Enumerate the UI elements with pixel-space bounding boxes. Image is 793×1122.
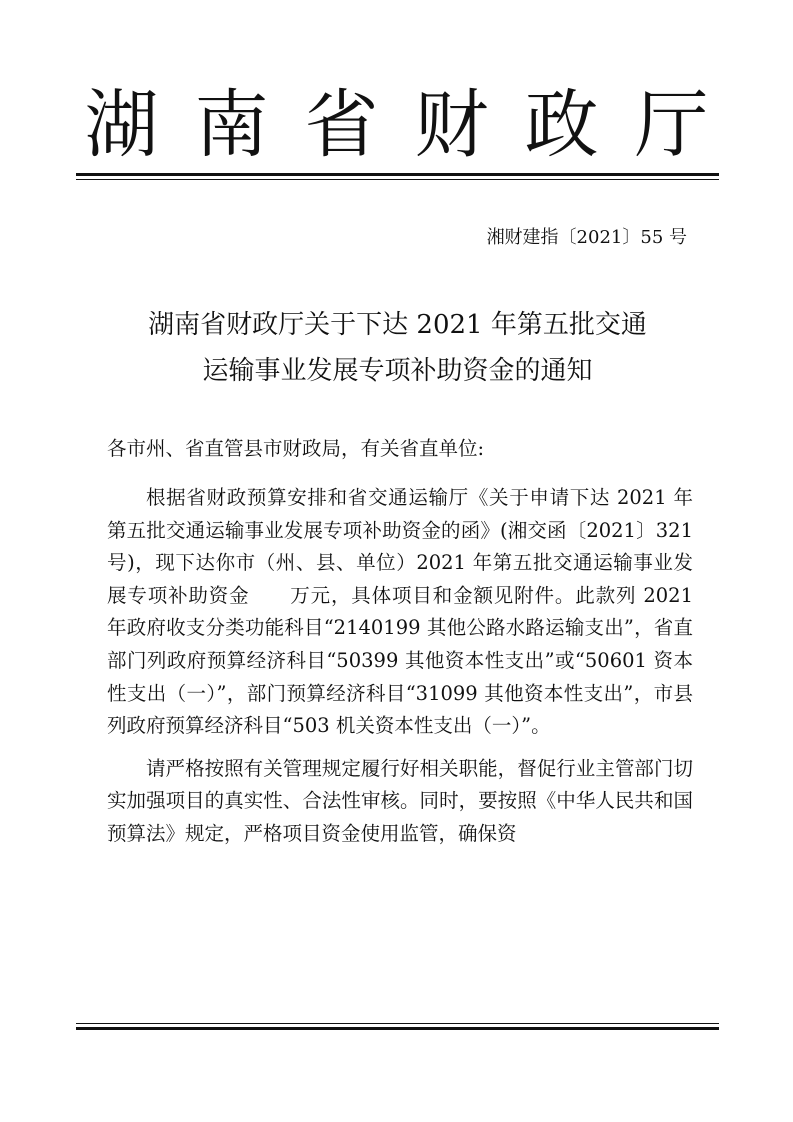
document-body xyxy=(107,482,693,851)
masthead-title: 湖南省财政厅 xyxy=(84,82,745,168)
recipient-line: 各市州、省直管县市财政局，有关省直单位: xyxy=(107,437,485,460)
masthead xyxy=(0,70,793,180)
masthead-rule-thick xyxy=(76,173,719,176)
document-number: 湘财建指〔2021〕55 号 xyxy=(486,227,687,248)
document-title-line-1: 湖南省财政厅关于下达 2021 年第五批交通 xyxy=(148,310,647,340)
footer-rule-thin xyxy=(76,1023,719,1024)
body-paragraph-2: 请严格按照有关管理规定履行好相关职能，督促行业主管部门切实加强项目的真实性、合法性审核。同时，要按照《中华人民共和国预算法》规定，严格项目资金使用监管，确保资 xyxy=(107,756,693,845)
masthead-rule-thin xyxy=(76,179,719,180)
document-title xyxy=(76,302,719,394)
footer-rule-thick xyxy=(76,1027,719,1030)
body-paragraph-1: 根据省财政预算安排和省交通运输厅《关于申请下达 2021 年第五批交通运输事业发展专项补助资金的函》(湘交函〔2021〕321 号)，现下达你市（州、县、单位）2021 年第五批交通运输事业发展专项补助资金 万元，具体项目和金额见附件。此款列 2021 年政府收支分类功能科目“2140199 其他公路水路运输支出”，省直部门列政府预算经济科目“50399 其他资本性支出”或“50601 资本性支出（一）”，部门预算经济科目“31099 其他资本性支出”，市县列政府预算经济科目“503 机关资本性支出（一）”。 xyxy=(107,486,693,738)
document-title-line-2: 运输事业发展专项补助资金的通知 xyxy=(202,356,593,386)
